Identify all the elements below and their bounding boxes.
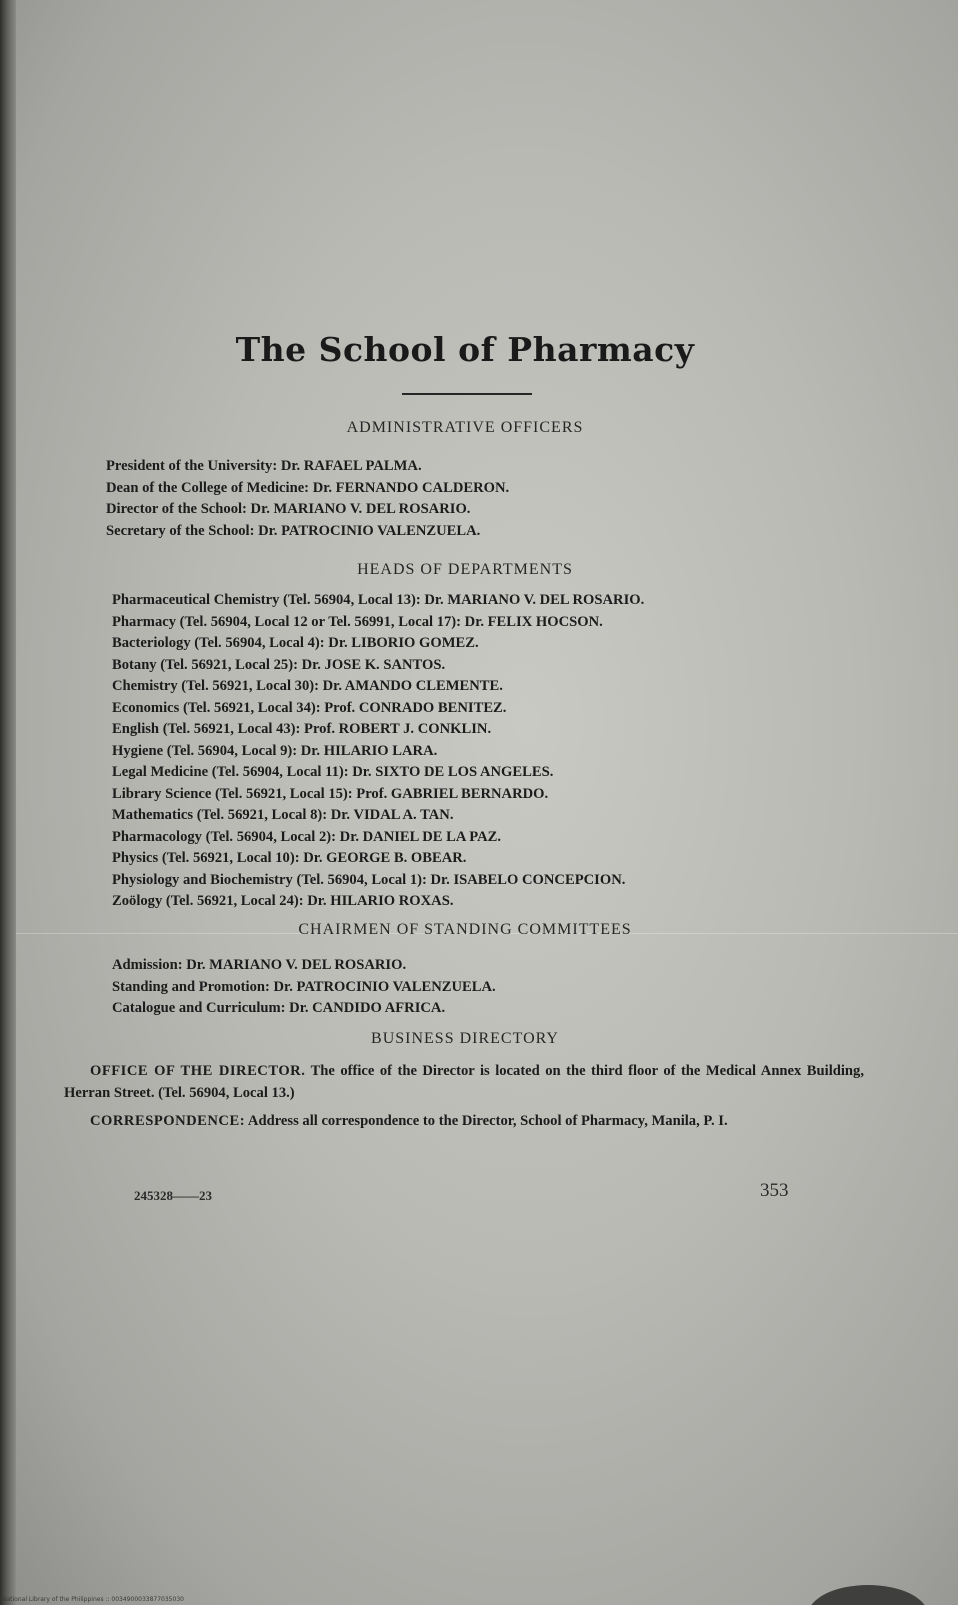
office-text: The office of the Director is located on the third floor of the Medical Annex Building, Herran Street. (Tel. 56904, Local 13.)	[64, 1063, 864, 1101]
title-divider	[402, 393, 532, 395]
administrative-line: Secretary of the School: Dr. PATROCINIO VALENZUELA.	[106, 522, 481, 539]
department-line: Economics (Tel. 56921, Local 34): Prof. CONRADO BENITEZ.	[112, 699, 507, 716]
committees-heading: CHAIRMEN OF STANDING COMMITTEES	[298, 921, 632, 938]
committee-line: Admission: Dr. MARIANO V. DEL ROSARIO.	[112, 957, 407, 973]
book-spine-shadow	[0, 0, 16, 1605]
correspondence-lead: CORRESPONDENCE:	[90, 1113, 246, 1129]
administrative-list	[106, 456, 509, 542]
office-paragraph	[64, 1060, 864, 1104]
department-line: Pharmacology (Tel. 56904, Local 2): Dr. DANIEL DE LA PAZ.	[112, 828, 502, 845]
print-code: 245328——23	[134, 1188, 212, 1203]
department-line: Physiology and Biochemistry (Tel. 56904, Local 1): Dr. ISABELO CONCEPCION.	[112, 871, 626, 888]
page-title: The School of Pharmacy	[235, 330, 695, 369]
department-line: Hygiene (Tel. 56904, Local 9): Dr. HILARIO LARA.	[112, 742, 438, 759]
department-line: Chemistry (Tel. 56921, Local 30): Dr. AMANDO CLEMENTE.	[112, 678, 503, 694]
department-line: Library Science (Tel. 56921, Local 15): Prof. GABRIEL BERNARDO.	[112, 785, 549, 802]
department-line: English (Tel. 56921, Local 43): Prof. ROBERT J. CONKLIN.	[112, 721, 492, 737]
administrative-line: President of the University: Dr. RAFAEL PALMA.	[106, 458, 422, 474]
office-lead: OFFICE OF THE DIRECTOR.	[90, 1063, 306, 1079]
department-line: Bacteriology (Tel. 56904, Local 4): Dr. LIBORIO GOMEZ.	[112, 635, 479, 651]
departments-heading: HEADS OF DEPARTMENTS	[357, 561, 573, 578]
administrative-heading: ADMINISTRATIVE OFFICERS	[346, 419, 584, 436]
correspondence-paragraph	[64, 1110, 864, 1132]
correspondence-text: Address all correspondence to the Director, School of Pharmacy, Manila, P. I.	[247, 1113, 728, 1129]
department-line: Pharmaceutical Chemistry (Tel. 56904, Local 13): Dr. MARIANO V. DEL ROSARIO.	[112, 592, 645, 608]
thumb-shadow	[808, 1585, 928, 1605]
department-line: Mathematics (Tel. 56921, Local 8): Dr. VIDAL A. TAN.	[112, 807, 454, 823]
departments-list	[112, 590, 644, 913]
page-number: 353	[760, 1180, 789, 1201]
administrative-line: Dean of the College of Medicine: Dr. FERNANDO CALDERON.	[106, 479, 510, 496]
committee-line: Catalogue and Curriculum: Dr. CANDIDO AFRICA.	[112, 1000, 446, 1016]
department-line: Legal Medicine (Tel. 56904, Local 11): Dr. SIXTO DE LOS ANGELES.	[112, 764, 554, 780]
department-line: Zoölogy (Tel. 56921, Local 24): Dr. HILARIO ROXAS.	[112, 893, 454, 909]
department-line: Physics (Tel. 56921, Local 10): Dr. GEORGE B. OBEAR.	[112, 850, 467, 866]
committee-line: Standing and Promotion: Dr. PATROCINIO VALENZUELA.	[112, 978, 496, 995]
department-line: Botany (Tel. 56921, Local 25): Dr. JOSE K. SANTOS.	[112, 656, 446, 673]
department-line: Pharmacy (Tel. 56904, Local 12 or Tel. 56991, Local 17): Dr. FELIX HOCSON.	[112, 613, 603, 630]
scan-credit: National Library of the Philippines :: 0034900033877035030	[2, 1596, 184, 1603]
committees-list	[112, 955, 496, 1020]
business-heading: BUSINESS DIRECTORY	[371, 1030, 559, 1047]
administrative-line: Director of the School: Dr. MARIANO V. DEL ROSARIO.	[106, 501, 471, 517]
